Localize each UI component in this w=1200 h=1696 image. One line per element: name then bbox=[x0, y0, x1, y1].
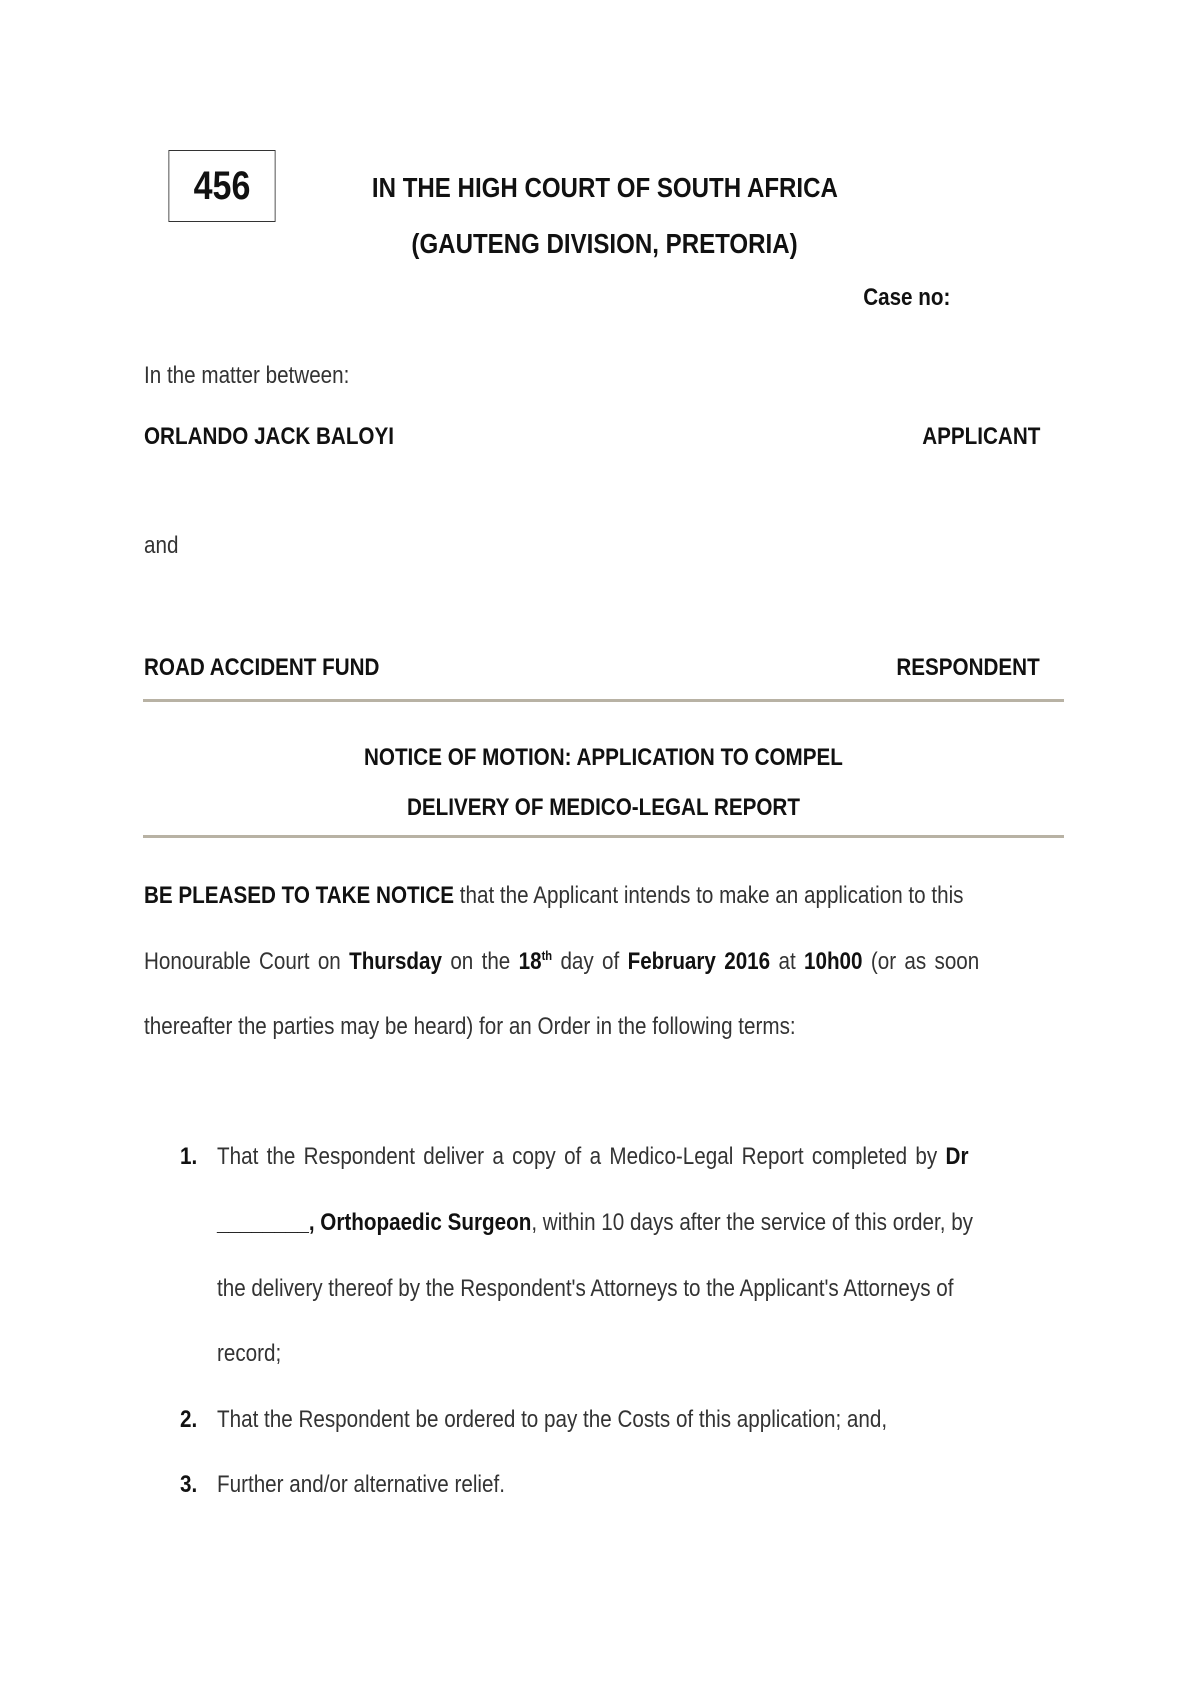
respondent-row bbox=[144, 654, 1040, 682]
notice-paragraph-line-2: Honourable Court on Thursday on the 18th day of February 2016 at 10h00 (or as soon bbox=[144, 948, 980, 975]
respondent-role: RESPONDENT bbox=[896, 654, 1040, 681]
divider-bottom bbox=[143, 835, 1064, 838]
list-item-1-line-4: record; bbox=[217, 1340, 282, 1367]
court-title: IN THE HIGH COURT OF SOUTH AFRICA bbox=[372, 172, 838, 203]
applicant-role: APPLICANT bbox=[921, 423, 1040, 450]
notice-paragraph-line-1: BE PLEASED TO TAKE NOTICE that the Applicant intends to make an application to this bbox=[144, 882, 964, 909]
list-item-1-line-3: the delivery thereof by the Respondent's Attorneys to the Applicant's Attorneys of bbox=[217, 1275, 954, 1302]
list-number: 2. bbox=[180, 1406, 198, 1433]
list-item-1-line-1: That the Respondent deliver a copy of a Medico-Legal Report completed by Dr bbox=[217, 1143, 969, 1170]
notice-title-line-1: NOTICE OF MOTION: APPLICATION TO COMPEL bbox=[364, 744, 843, 771]
applicant-name: ORLANDO JACK BALOYI bbox=[144, 423, 394, 450]
list-number: 1. bbox=[180, 1143, 198, 1170]
and-separator: and bbox=[144, 532, 179, 559]
list-item-3: Further and/or alternative relief. bbox=[217, 1471, 505, 1498]
respondent-name: ROAD ACCIDENT FUND bbox=[144, 654, 380, 681]
list-item-2: That the Respondent be ordered to pay the Costs of this application; and, bbox=[217, 1406, 888, 1433]
case-number-label: Case no: bbox=[862, 284, 950, 311]
notice-title-line-2: DELIVERY OF MEDICO-LEGAL REPORT bbox=[407, 794, 800, 821]
list-number: 3. bbox=[180, 1471, 198, 1498]
divider-top bbox=[143, 699, 1064, 702]
notice-paragraph-line-3: thereafter the parties may be heard) for an Order in the following terms: bbox=[144, 1013, 796, 1040]
list-item-1-line-2: ________, Orthopaedic Surgeon, within 10 days after the service of this order, by bbox=[217, 1209, 974, 1236]
matter-intro: In the matter between: bbox=[144, 362, 350, 389]
document-number: 456 bbox=[193, 163, 251, 208]
court-division: (GAUTENG DIVISION, PRETORIA) bbox=[411, 228, 799, 259]
applicant-row bbox=[144, 423, 1040, 451]
